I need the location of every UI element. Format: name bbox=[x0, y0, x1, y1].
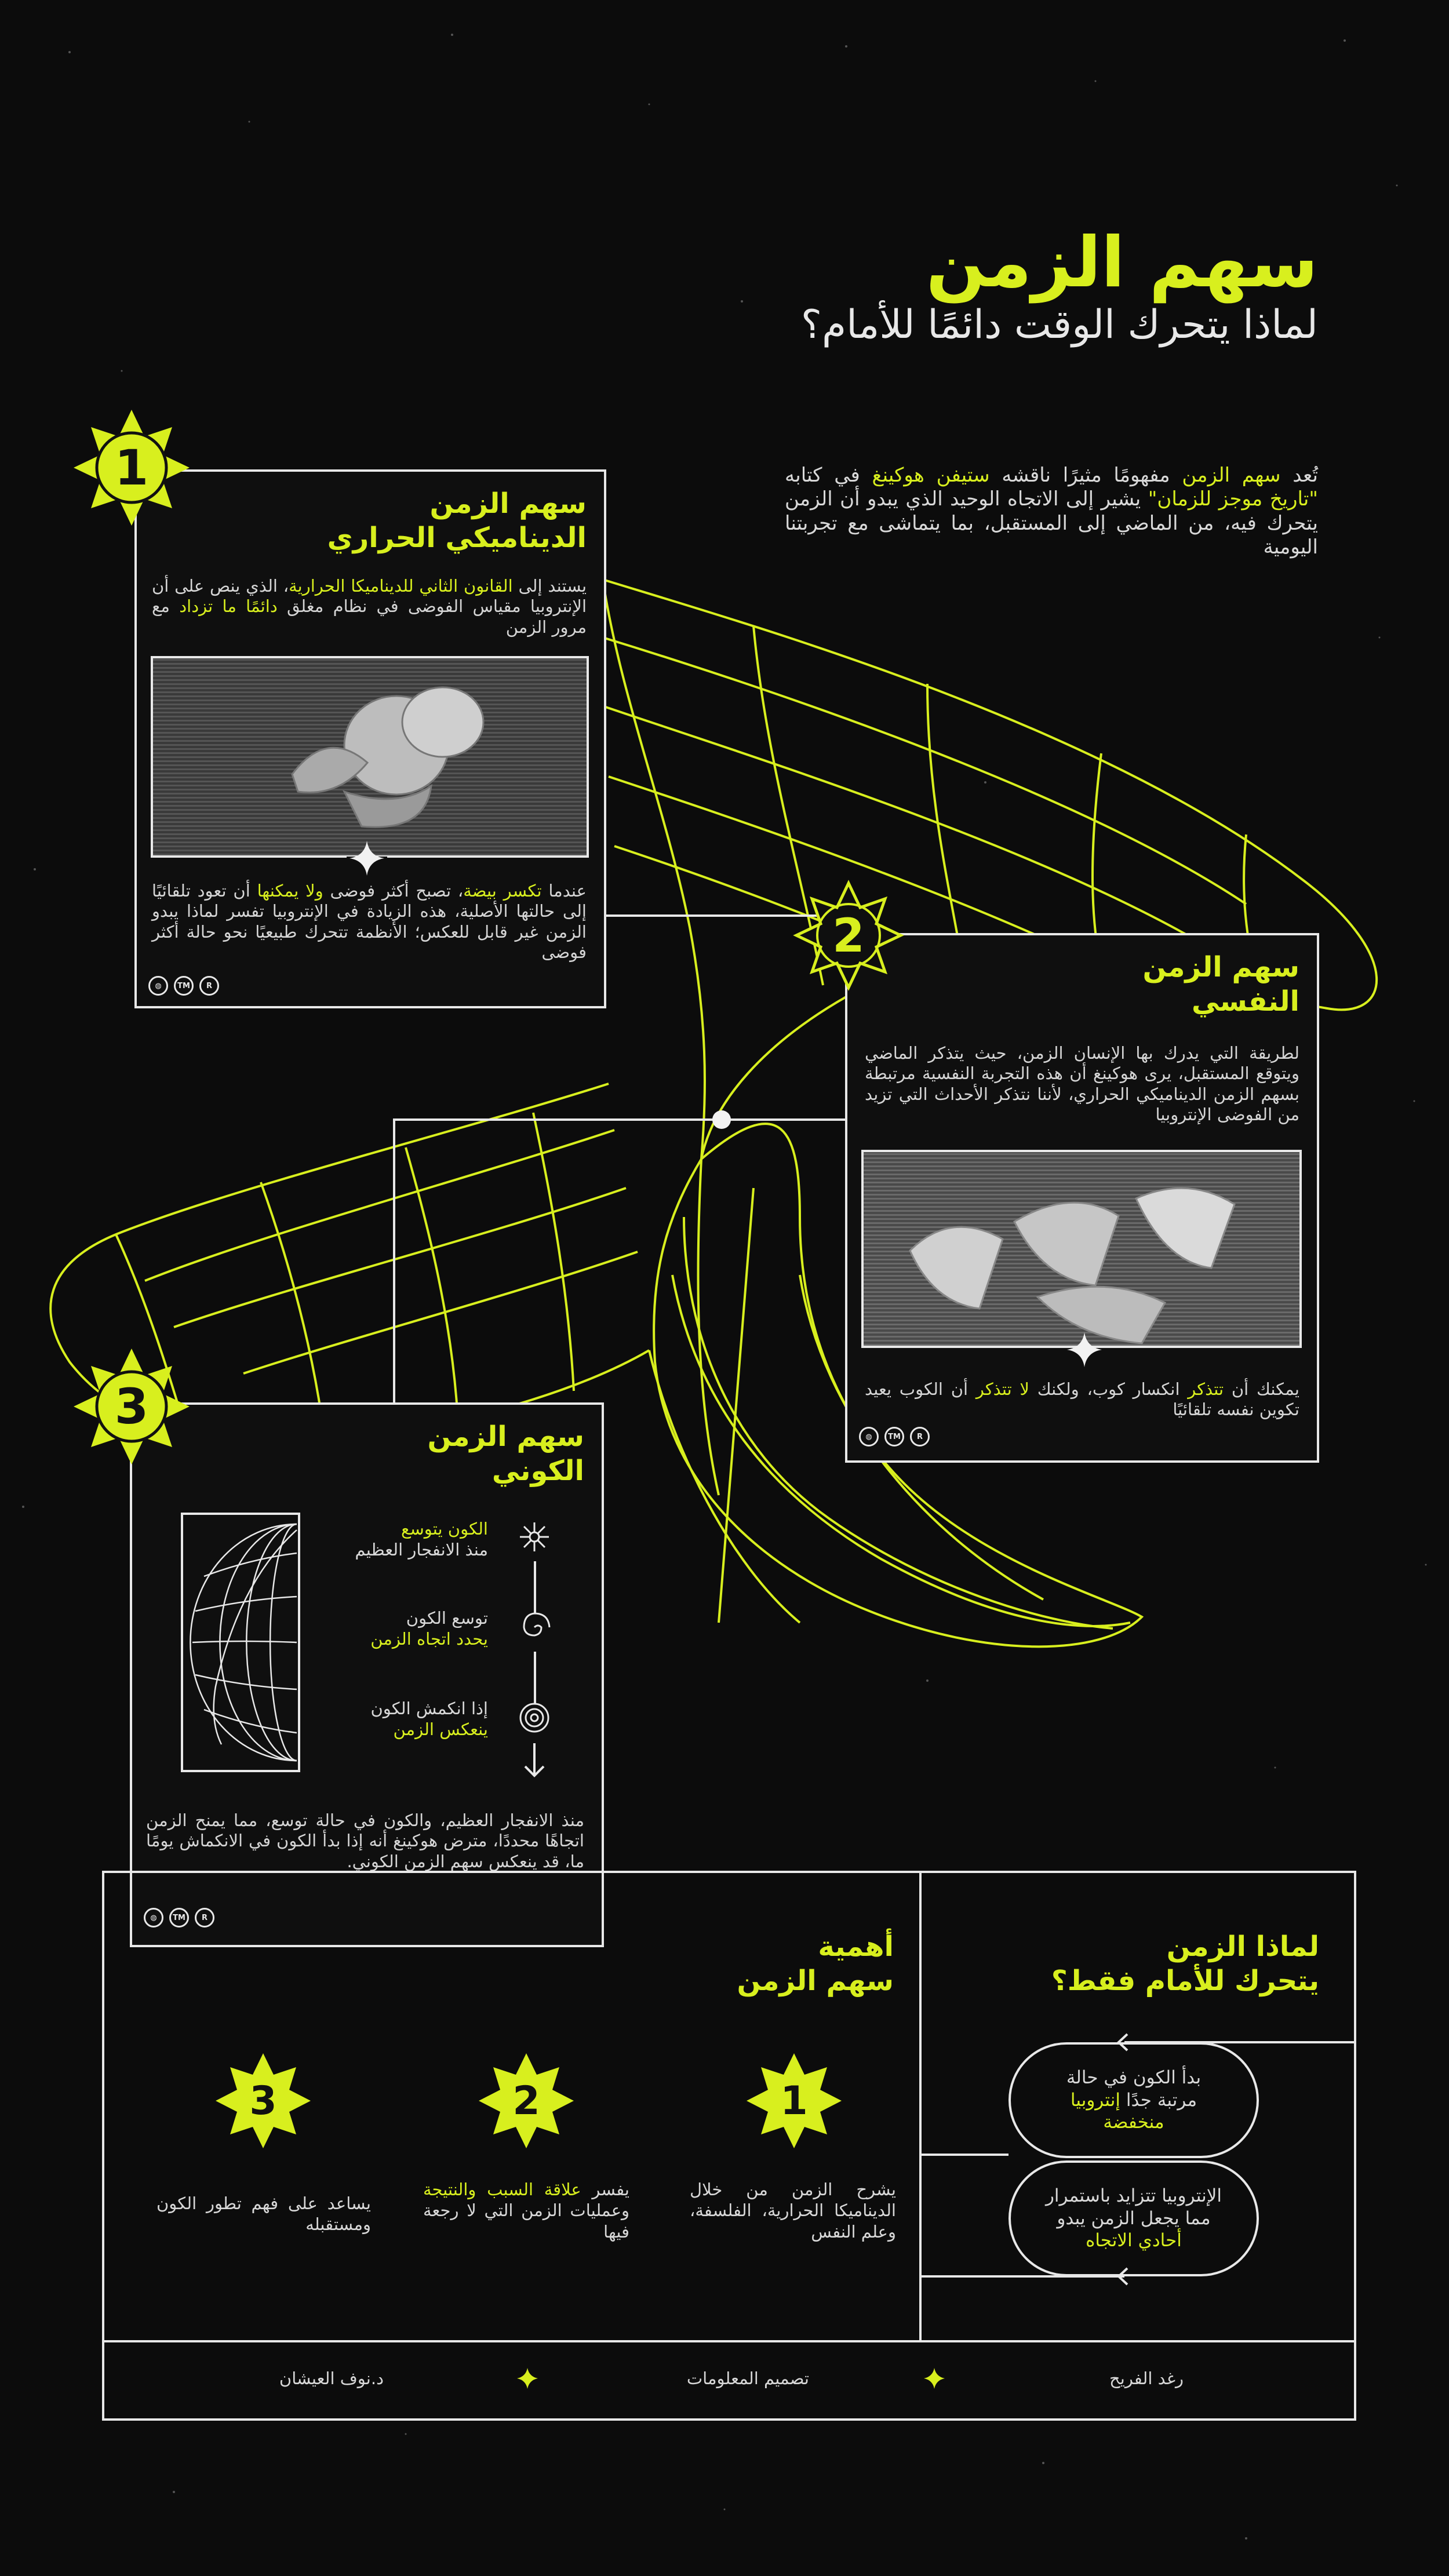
section1-badge: 1 bbox=[70, 406, 194, 530]
tm-icon: TM bbox=[884, 1427, 904, 1447]
importance-item-2: يفسر علاقة السبب والنتيجة وعمليات الزمن التي لا رجعة فيها bbox=[423, 2180, 629, 2242]
tm-icon: TM bbox=[169, 1908, 189, 1928]
sparkle-icon bbox=[923, 2367, 946, 2390]
section2-paragraph2: يمكنك أن تتذكر انكسار كوب، ولكنك لا تتذكر أن الكوب يعيد تكوين نفسه تلقائيًا bbox=[865, 1379, 1300, 1420]
why-capsule-1: بدأ الكون في حالة مرتبة جدًا إنتروبيا منخفضة bbox=[1009, 2042, 1259, 2158]
why-capsule-2: الإنتروبيا تتزايد باستمرار مما يجعل الزمن يبدو أحادي الاتجاه bbox=[1009, 2160, 1259, 2276]
importance-badge-3: 3 bbox=[211, 2049, 315, 2153]
page-subtitle: لماذا يتحرك الوقت دائمًا للأمام؟ bbox=[800, 302, 1318, 348]
tm-icon: TM bbox=[174, 976, 194, 996]
registered-icon: R bbox=[199, 976, 219, 996]
timeline-step-3: إذا انكمش الكون ينعكس الزمن bbox=[370, 1699, 488, 1740]
globe-icon: ◍ bbox=[859, 1427, 879, 1447]
globe-icon: ◍ bbox=[148, 976, 168, 996]
section3-title-line2: الكوني bbox=[492, 1454, 584, 1487]
section2-title-line2: النفسي bbox=[1191, 985, 1299, 1018]
section1-paragraph1: يستند إلى القانون الثاني للديناميكا الحرارية، الذي ينص على أن الإنتروبيا مقياس الفوضى في نظام مغلق دائمًا ما تزداد مع مرور الزمن bbox=[152, 576, 587, 637]
section3-title-line1: سهم الزمن bbox=[427, 1420, 584, 1453]
section2-title-line1: سهم الزمن bbox=[1142, 951, 1299, 983]
intro-paragraph: تُعد سهم الزمن مفهومًا مثيرًا ناقشه ستيفن هوكينغ في كتابه "تاريخ موجز للزمان" يشير إلى الاتجاه الوحيد الذي يبدو أن الزمن يتحرك فيه، من الماضي إلى المستقبل، بما يتماشى مع تجربتنا اليومية bbox=[785, 464, 1318, 559]
importance-badge-1: 1 bbox=[742, 2049, 846, 2153]
globe-icon: ◍ bbox=[144, 1908, 163, 1928]
section2-badge: 2 bbox=[792, 879, 905, 992]
timeline-step-1: الكون يتوسع منذ الانفجار العظيم bbox=[355, 1519, 488, 1560]
importance-title: أهمية سهم الزمن bbox=[737, 1930, 894, 1997]
credit-center: تصميم المعلومات bbox=[686, 2369, 809, 2388]
registered-icon: R bbox=[195, 1908, 214, 1928]
page-title: سهم الزمن bbox=[926, 223, 1318, 303]
registered-icon: R bbox=[910, 1427, 930, 1447]
section2-paragraph1: لطريقة التي يدرك بها الإنسان الزمن، حيث يتذكر الماضي ويتوقع المستقبل، يرى هوكينغ أن هذه التجربة النفسية مرتبطة بسهم الزمن الديناميكي الحراري، لأننا نتذكر الأحداث التي تزيد من الفوضى الإنتروبيا bbox=[865, 1043, 1299, 1125]
importance-badge-2: 2 bbox=[474, 2049, 578, 2153]
section1-paragraph2: عندما تكسر بيضة، تصبح أكثر فوضى ولا يمكنها أن تعود تلقائيًا إلى حالتها الأصلية، هذه الزيادة في الإنتروبيا تفسر لماذا يبدو الزمن غير قابل للعكس؛ الأنظمة تتحرك طبيعيًا نحو حالة أكثر فوضى bbox=[152, 881, 587, 963]
credit-right: رغد الفريح bbox=[1109, 2369, 1184, 2388]
importance-item-3: يساعد على فهم تطور الكون ومستقبله bbox=[156, 2194, 371, 2235]
section1-title-line1: سهم الزمن bbox=[429, 487, 587, 520]
why-title: لماذا الزمن يتحرك للأمام فقط؟ bbox=[1051, 1930, 1319, 1997]
section3-paragraph: منذ الانفجار العظيم، والكون في حالة توسع، مما يمنح الزمن اتجاهًا محددًا، مترض هوكينغ أنه إذا بدأ الكون في الانكماش يومًا ما، قد ينعكس سهم الزمن الكوني. bbox=[146, 1810, 584, 1871]
importance-item-1: يشرح الزمن من خلال الديناميكا الحرارية، الفلسفة، وعلم النفس bbox=[690, 2180, 896, 2242]
section1-title-line2: الديناميكي الحراري bbox=[327, 521, 587, 554]
credit-left: د.نوف العيشان bbox=[279, 2369, 384, 2388]
sparkle-icon bbox=[516, 2367, 539, 2390]
section3-badge: 3 bbox=[70, 1345, 194, 1469]
timeline-step-2: توسع الكون يحدد اتجاه الزمن bbox=[370, 1608, 488, 1649]
